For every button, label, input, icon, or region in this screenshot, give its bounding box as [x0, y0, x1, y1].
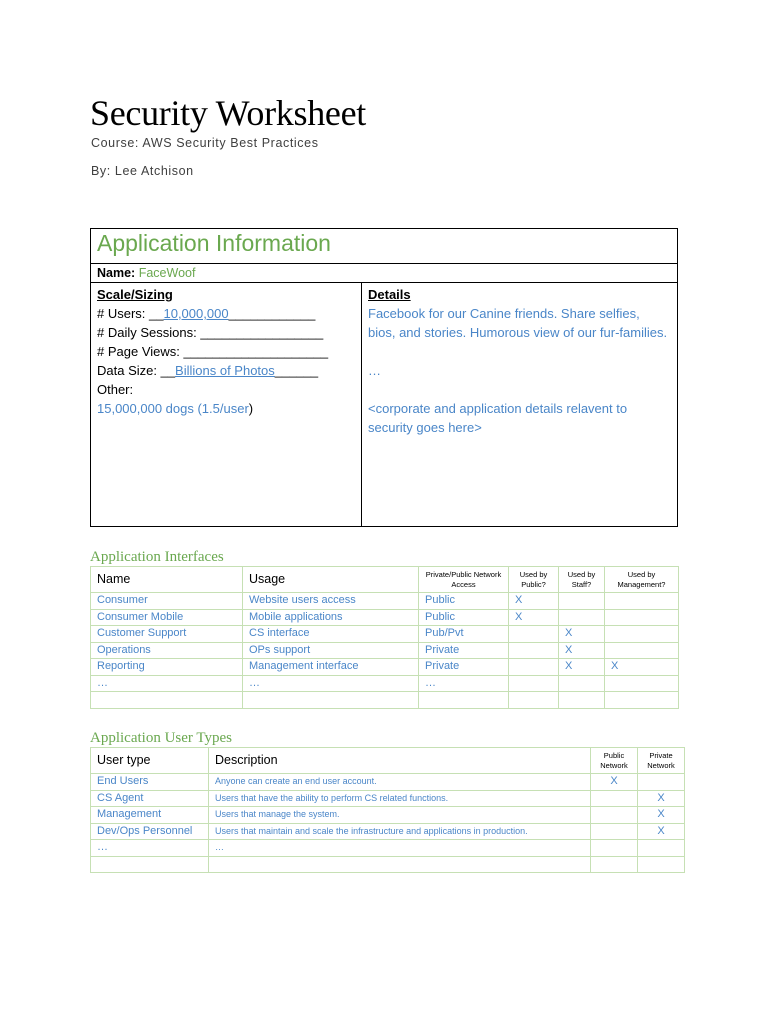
table-cell	[91, 856, 209, 873]
name-label: Name:	[97, 266, 136, 280]
users-value: 10,000,000	[163, 306, 229, 321]
table-row	[91, 593, 679, 610]
column-header: Usage	[243, 567, 419, 593]
column-header: User type	[91, 748, 209, 774]
table-row	[91, 626, 679, 643]
table-row	[91, 675, 679, 692]
table-cell	[605, 642, 679, 659]
data-size-label: Data Size: __	[97, 363, 176, 378]
application-name-row	[91, 264, 677, 283]
table-cell: X	[638, 823, 685, 840]
table-cell	[605, 609, 679, 626]
table-cell: Users that manage the system.	[209, 807, 591, 824]
page-title: Security Worksheet	[90, 93, 366, 133]
table-cell: Dev/Ops Personnel	[91, 823, 209, 840]
table-cell: Private	[419, 659, 509, 676]
table-cell: …	[419, 675, 509, 692]
table-cell: Anyone can create an end user account.	[209, 774, 591, 791]
table-cell	[209, 856, 591, 873]
table-row	[91, 642, 679, 659]
table-row	[91, 774, 685, 791]
table-cell: Consumer	[91, 593, 243, 610]
table-cell: X	[559, 659, 605, 676]
author-line: By: Lee Atchison	[91, 164, 194, 178]
table-cell: …	[243, 675, 419, 692]
table-cell	[559, 593, 605, 610]
application-information-heading: Application Information	[91, 229, 677, 264]
table-cell: End Users	[91, 774, 209, 791]
page-views-row: # Page Views: ____________________	[97, 344, 329, 359]
table-cell: X	[559, 626, 605, 643]
application-information-box	[90, 228, 678, 527]
other-row	[97, 399, 361, 418]
details-text: Facebook for our Canine friends. Share selfies, bios, and stories. Humorous view of our fur-families.	[368, 306, 668, 340]
table-cell	[419, 692, 509, 709]
table-cell: X	[638, 790, 685, 807]
table-cell	[91, 692, 243, 709]
course-line: Course: AWS Security Best Practices	[91, 136, 319, 150]
column-header: Name	[91, 567, 243, 593]
other-label: Other:	[97, 382, 134, 397]
column-header: Private Network	[638, 748, 685, 774]
table-cell: Users that have the ability to perform CS related functions.	[209, 790, 591, 807]
users-tail: ____________	[228, 306, 316, 321]
details-placeholder: <corporate and application details relavent to security goes here>	[368, 401, 628, 435]
table-cell	[605, 593, 679, 610]
data-size-value: Billions of Photos	[175, 363, 275, 378]
table-cell	[243, 692, 419, 709]
table-cell: Reporting	[91, 659, 243, 676]
column-header: Public Network	[591, 748, 638, 774]
table-cell	[559, 692, 605, 709]
table-cell: Management interface	[243, 659, 419, 676]
table-cell: Website users access	[243, 593, 419, 610]
table-cell	[559, 609, 605, 626]
table-cell: X	[605, 659, 679, 676]
application-user-types-table	[90, 747, 685, 873]
table-cell: X	[509, 609, 559, 626]
table-row	[91, 840, 685, 857]
table-row	[91, 790, 685, 807]
table-cell	[591, 856, 638, 873]
column-header: Used by Public?	[509, 567, 559, 593]
table-cell: Consumer Mobile	[91, 609, 243, 626]
table-cell: Management	[91, 807, 209, 824]
table-cell: Mobile applications	[243, 609, 419, 626]
table-header-row	[91, 748, 685, 774]
table-cell: CS Agent	[91, 790, 209, 807]
table-cell: Private	[419, 642, 509, 659]
other-close: )	[248, 401, 254, 416]
table-row	[91, 807, 685, 824]
column-header: Private/Public Network Access	[419, 567, 509, 593]
table-cell	[605, 675, 679, 692]
table-cell	[509, 692, 559, 709]
users-label: # Users: __	[97, 306, 164, 321]
table-cell	[559, 675, 605, 692]
table-cell	[591, 840, 638, 857]
table-cell	[509, 659, 559, 676]
application-interfaces-table	[90, 566, 679, 709]
column-header: Used by Management?	[605, 567, 679, 593]
details-panel	[362, 283, 677, 526]
application-user-types-heading: Application User Types	[90, 730, 232, 746]
table-cell	[509, 675, 559, 692]
column-header: Description	[209, 748, 591, 774]
table-row	[91, 856, 685, 873]
table-row	[91, 659, 679, 676]
users-row	[97, 304, 361, 323]
table-cell: X	[509, 593, 559, 610]
table-row	[91, 609, 679, 626]
table-cell: OPs support	[243, 642, 419, 659]
table-cell: Operations	[91, 642, 243, 659]
table-cell	[509, 642, 559, 659]
table-cell: CS interface	[243, 626, 419, 643]
table-cell: …	[91, 675, 243, 692]
table-cell: Users that maintain and scale the infrastructure and applications in production.	[209, 823, 591, 840]
data-size-tail: ______	[274, 363, 319, 378]
table-cell: X	[559, 642, 605, 659]
scale-sizing-heading: Scale/Sizing	[97, 287, 173, 302]
name-value: FaceWoof	[138, 266, 196, 280]
table-cell	[638, 856, 685, 873]
application-interfaces-heading: Application Interfaces	[90, 549, 224, 565]
table-cell: X	[591, 774, 638, 791]
details-ellipsis: …	[368, 363, 381, 378]
table-cell: X	[638, 807, 685, 824]
table-row	[91, 823, 685, 840]
table-cell: Public	[419, 609, 509, 626]
table-cell: Customer Support	[91, 626, 243, 643]
table-cell	[509, 626, 559, 643]
table-row	[91, 692, 679, 709]
table-cell	[605, 692, 679, 709]
table-header-row	[91, 567, 679, 593]
daily-sessions-row: # Daily Sessions: _________________	[97, 325, 324, 340]
table-cell	[638, 774, 685, 791]
table-cell	[591, 790, 638, 807]
table-cell: …	[209, 840, 591, 857]
table-cell: Public	[419, 593, 509, 610]
other-value: 15,000,000 dogs (1.5/user	[97, 401, 249, 416]
table-cell	[591, 807, 638, 824]
scale-sizing-panel	[91, 283, 362, 526]
table-cell	[605, 626, 679, 643]
table-cell	[591, 823, 638, 840]
details-heading: Details	[368, 287, 411, 302]
table-cell	[638, 840, 685, 857]
data-size-row	[97, 361, 361, 380]
column-header: Used by Staff?	[559, 567, 605, 593]
table-cell: Pub/Pvt	[419, 626, 509, 643]
table-cell: …	[91, 840, 209, 857]
